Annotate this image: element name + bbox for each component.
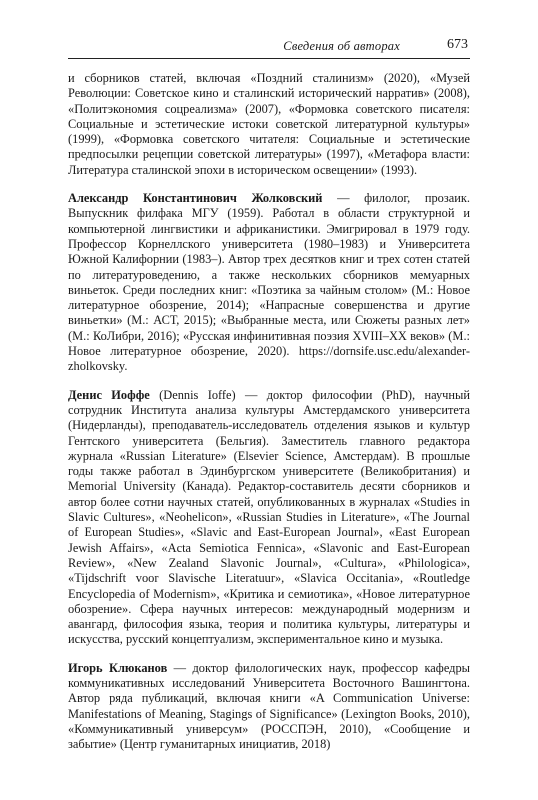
author-name: Игорь Клюканов (68, 660, 168, 675)
entry-zholkovsky (68, 191, 470, 375)
entry-text: и сборников статей, включая «Поздний сталинизм» (2020), «Музей Революции: Советское кино и сталинский исторический нарратив» (2008), «Политэкономия соцреализма» (2007), «Формовка советского писателя: Социальные и эстетические истоки советской литературной культуры» (1999), «Формовка советского читателя: Социальные и эстетические предпосылки рецепции советской литературы» (1997), «Метафора власти: Литература сталинской эпохи в историческом освещении» (1993). (68, 71, 470, 177)
running-title: Сведения об авторах (283, 39, 400, 53)
entry-text: (Dennis Ioffe) — доктор философии (PhD), научный сотрудник Института анализа культуры Амстердамского университета (Нидерланды), преподаватель-исследователь отделения языков и культур Гентского университета (Бельгия). Заместитель главного редактора журнала «Russian Literature» (Elsevier Science, Амстердам). В прошлые годы также работал в Эдинбургском университете (Великобритания) и Memorial University (Канада). Редактор-составитель десяти сборников и автор более сотни научных статей, опубликованных в журналах «Studies in Slavic Cultures», «Neohelicon», «Russian Studies in Literature», «The Journal of European Studies», «Slavic and East-European Journal», «East European Jewish Affairs», «Acta Semiotica Fennica», «Slavonic and East-European Review», «New Zealand Slavonic Journal», «Cultura», «Philologica», «Tijdschrift voor Slavische Literatuur», «Slavica Occitania», «Routledge Encyclopedia of Modernism», «Критика и семиотика», «Новое литературное обозрение». Сфера научных интересов: международный модернизм и авангард, философия языка, теория и политика культуры, литературы и искусства, русский концептуализм, экспериментальное кино и музыка. (68, 387, 470, 647)
author-name: Александр Константинович Жолковский (68, 191, 323, 206)
entry-text: — доктор филологических наук, профессор кафедры коммуникативных исследований Университета Восточного Вашингтона. Автор ряда публикаций, включая книги «A Communication Universe: Manifestations of Meaning, Stagings of Significance» (Lexington Books, 2010), «Коммуникативный универсум» (РОССПЭН, 2010), «Сообщение и забытие» (Центр гуманитарных инициатив, 2018) (68, 660, 470, 752)
running-header (68, 36, 470, 59)
author-name: Денис Иоффе (68, 387, 150, 402)
page-body (68, 71, 470, 752)
page-number: 673 (447, 37, 468, 52)
entry-text: — филолог, прозаик. Выпускник филфака МГУ (1959). Работал в области структурной и компьютерной лингвистики и африканистики. Эмигрировал в 1979 году. Профессор Корнеллского университета (1980–1983) и Университета Южной Калифорнии (1983–). Автор трех десятков книг и трех сотен статей по литературоведению, а также нескольких сборников мемуарных виньеток. Среди последних книг: «Поэтика за чайным столом» (М.: Новое литературное обозрение, 2014); «Напрасные совершенства и другие виньетки» (М.: АСТ, 2015); «Выбранные места, или Сюжеты разных лет» (М.: КоЛибри, 2016); «Русская инфинитивная поэзия XVIII–XX веков» (М.: Новое литературное обозрение, 2020). https://dornsife.usc.edu/alexander-zholkovsky. (68, 191, 470, 374)
entry-continuation (68, 71, 470, 178)
entry-ioffe (68, 388, 470, 648)
entry-klyukanov (68, 661, 470, 753)
